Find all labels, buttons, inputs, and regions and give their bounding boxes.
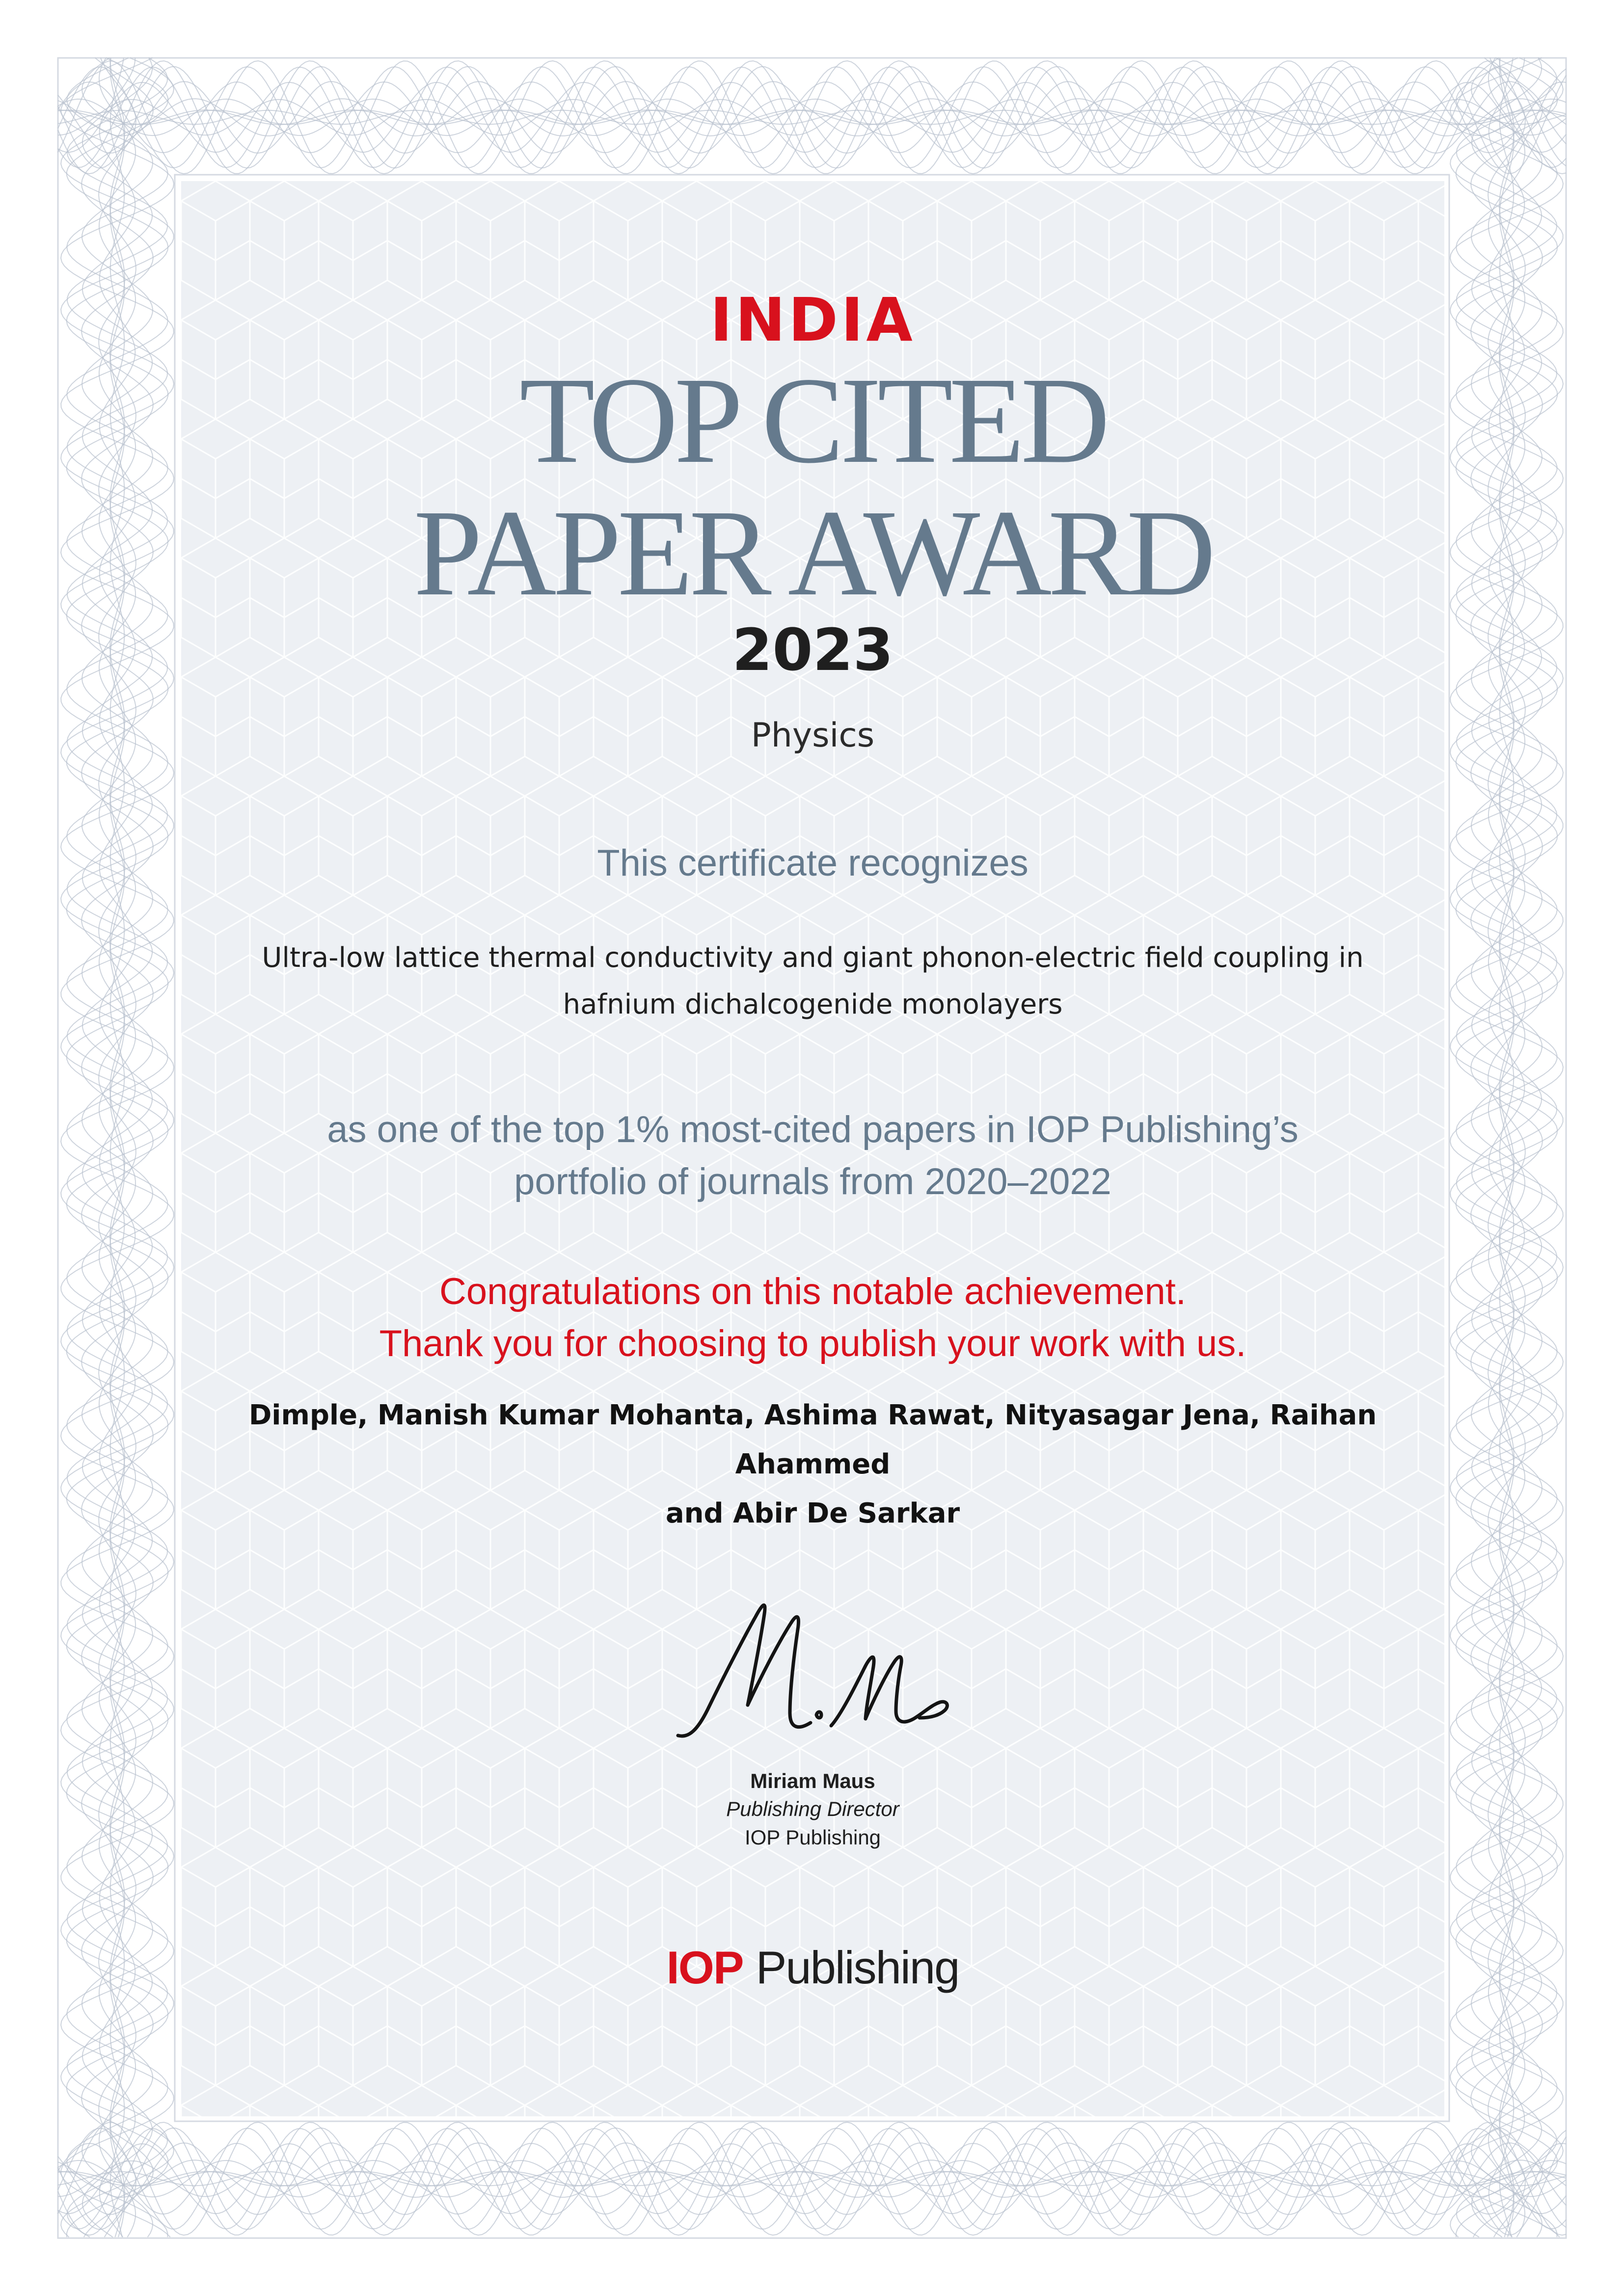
paper-title <box>255 934 1371 1028</box>
congrats-line-2: Thank you for choosing to publish your work with us. <box>379 1323 1246 1364</box>
guilloche-line <box>61 58 174 2237</box>
guilloche-line <box>1471 58 1543 2237</box>
guilloche-line <box>82 58 152 2237</box>
guilloche-line <box>81 58 153 2237</box>
guilloche-line <box>1471 58 1542 2237</box>
statement-line-1: as one of the top 1% most-cited papers in IOP Publishing’s <box>327 1109 1299 1150</box>
award-title-line-2: PAPER AWARD <box>413 484 1212 621</box>
authors-line-2: and Abir De Sarkar <box>665 1497 960 1529</box>
guilloche-line <box>1450 58 1563 2237</box>
signatory-name: Miriam Maus <box>750 1769 875 1792</box>
logo-mark: IOP <box>666 1942 743 1993</box>
statement-line-2: portfolio of journals from 2020–2022 <box>514 1161 1111 1202</box>
logo-wordmark: Publishing <box>756 1942 959 1993</box>
paper-title-line-1: Ultra-low lattice thermal conductivity and giant phonon-electric field coupling in <box>262 942 1364 974</box>
award-year: 2023 <box>732 616 893 684</box>
congratulations-message <box>230 1266 1395 1370</box>
recognition-intro: This certificate recognizes <box>597 842 1029 884</box>
handwritten-signature-icon <box>669 1582 964 1749</box>
guilloche-line <box>1450 58 1563 2237</box>
guilloche-line <box>1489 58 1525 2237</box>
award-title-line-1: TOP CITED <box>519 351 1106 489</box>
guilloche-line <box>1472 58 1542 2237</box>
signatory-organization: IOP Publishing <box>744 1826 881 1849</box>
award-category: Physics <box>751 716 875 755</box>
paper-title-line-2: hafnium dichalcogenide monolayers <box>563 988 1063 1020</box>
guilloche-line <box>1489 58 1525 2237</box>
award-region: INDIA <box>710 285 916 355</box>
recognition-statement <box>230 1104 1395 1208</box>
award-title <box>181 351 1444 621</box>
signatory-role: Publishing Director <box>726 1797 899 1820</box>
congrats-line-1: Congratulations on this notable achievement. <box>439 1271 1186 1312</box>
iop-publishing-logo <box>181 1938 1444 1997</box>
guilloche-line <box>100 58 135 2237</box>
guilloche-line <box>82 58 153 2237</box>
certificate-panel <box>181 181 1444 2116</box>
author-list <box>201 1391 1425 1538</box>
guilloche-line <box>61 58 174 2237</box>
guilloche-line <box>99 58 135 2237</box>
authors-line-1: Dimple, Manish Kumar Mohanta, Ashima Rawat, Nityasagar Jena, Raihan Ahammed <box>248 1399 1377 1480</box>
